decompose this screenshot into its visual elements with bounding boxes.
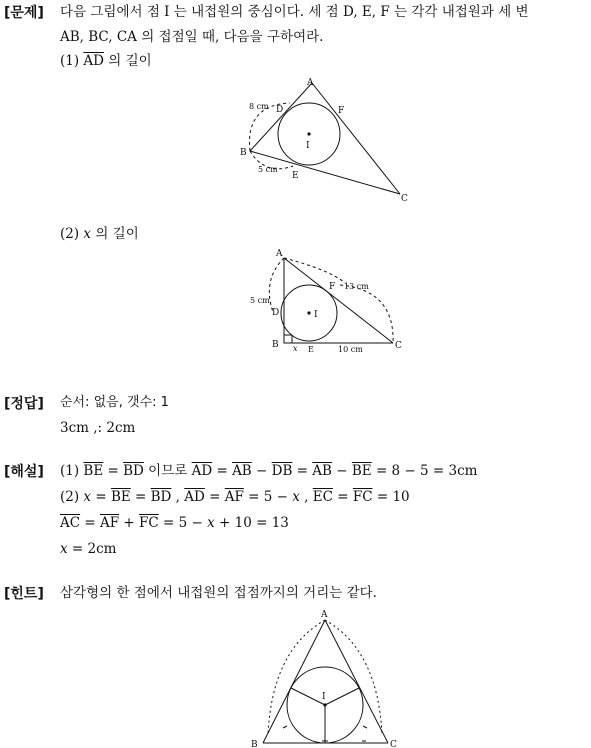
sol1-part: (1): [60, 463, 84, 479]
sol2-part: (2): [60, 489, 84, 505]
fig2-label-e: E: [308, 345, 314, 354]
sol3-seg-fc: $\overline{FC}$: [139, 515, 159, 531]
answer-line-2: 3cm ,: 2cm: [60, 420, 136, 436]
sol2-x: x: [83, 489, 92, 505]
sol2-eq: =: [204, 489, 225, 505]
fig1-label-a: A: [307, 78, 314, 88]
sol2-seg-bd: $\overline{BD}$: [150, 489, 172, 505]
sol1-seg-ad: $\overline{AD}$: [191, 463, 213, 479]
sol1-eq: =: [103, 463, 124, 479]
fig1-label-e: E: [292, 171, 299, 181]
sol3-eq: =: [80, 515, 100, 531]
fig3-label-a: A: [321, 610, 328, 620]
sol1-seg-be: $\overline{BE}$: [83, 463, 104, 479]
sol2-comma: ,: [171, 489, 185, 505]
sol1-seg-bd: $\overline{BD}$: [123, 463, 144, 479]
fig2-len-ab: 5 cm: [250, 296, 270, 305]
q2-variable: x: [83, 226, 92, 242]
answer-line-1: 순서: 없음, 갯수: 1: [60, 395, 169, 410]
fig2-label-b: B: [272, 340, 279, 350]
sol4-x: x: [60, 541, 68, 557]
solution-label: [해설]: [4, 464, 44, 480]
fig2-len-bc: 10 cm: [338, 345, 363, 354]
sol1-eq: =: [212, 463, 233, 479]
sol2-text: = 5 −: [243, 489, 293, 505]
problem-line-1: 다음 그림에서 점 I 는 내접원의 중심이다. 세 점 D, E, F 는 각각 내접원과 세 변: [60, 4, 529, 20]
sol2-result: = 10: [372, 489, 410, 505]
fig2-label-c: C: [395, 341, 402, 351]
q1-prefix: (1): [60, 53, 80, 69]
sol1-seg-be: $\overline{BE}$: [351, 463, 372, 479]
sol1-result: = 8 − 5 = 3cm: [371, 463, 478, 479]
sol3-text: = 5 −: [158, 515, 208, 531]
fig1-label-b: B: [240, 148, 247, 158]
sol1-eq: =: [292, 463, 313, 479]
fig2-label-i: I: [314, 310, 318, 320]
sol1-text: 이므로: [143, 463, 192, 479]
sol2-seg-af: $\overline{AF}$: [224, 489, 244, 505]
sol1-minus: −: [251, 463, 272, 479]
sol1-seg-ab: $\overline{AB}$: [312, 463, 332, 479]
sol2-seg-fc: $\overline{FC}$: [352, 489, 373, 505]
sol2-seg-be: $\overline{BE}$: [110, 489, 131, 505]
fig3-label-i: I: [322, 692, 326, 702]
fig3-radius-3: [325, 688, 359, 705]
fig2-label-x: x: [293, 344, 298, 353]
problem-line-2: AB, BC, CA 의 접점일 때, 다음을 구하여라.: [60, 29, 324, 45]
fig2-label-a: A: [276, 249, 283, 259]
answer-label: [정답]: [4, 396, 44, 412]
fig3-label-b: B: [251, 740, 258, 748]
sol2-x: x: [292, 489, 300, 505]
sol2-eq: =: [332, 489, 353, 505]
sol2-seg-ad: $\overline{AD}$: [184, 489, 205, 505]
sol4-result: = 2cm: [67, 541, 117, 557]
sol2-comma: ,: [299, 489, 313, 505]
sol1-seg-ab: $\overline{AB}$: [232, 463, 252, 479]
fig1-label-i: I: [306, 141, 310, 151]
sol3-plus: +: [119, 515, 140, 531]
q2-suffix: 의 길이: [95, 226, 139, 242]
sol1-minus: −: [331, 463, 352, 479]
fig3-radius-2: [291, 688, 325, 705]
fig1-label-c: C: [401, 194, 408, 204]
sol3-seg-af: $\overline{AF}$: [100, 515, 120, 531]
fig1-label-d: D: [276, 105, 284, 115]
fig2-len-fc: 13 cm: [344, 282, 369, 291]
fig1-len-bd: 8 cm: [249, 102, 269, 111]
fig3-side-ab: [263, 620, 325, 743]
fig2-label-d: D: [272, 308, 280, 318]
sol2-eq: =: [130, 489, 151, 505]
sol2-eq: =: [91, 489, 111, 505]
sol3-seg-ac: $\overline{AC}$: [60, 515, 81, 531]
fig1-label-f: F: [338, 106, 345, 116]
fig3-label-c: C: [390, 740, 397, 748]
fig2-label-f: F: [329, 282, 336, 292]
hint-label: [힌트]: [4, 586, 44, 602]
sol1-seg-db: $\overline{DB}$: [271, 463, 293, 479]
sol3-x: x: [207, 515, 215, 531]
fig1-len-be: 5 cm: [258, 165, 278, 174]
sol3-result: + 10 = 13: [214, 515, 289, 531]
fig3-side-ac: [325, 620, 388, 743]
q1-segment: $\overline{AD}$: [83, 53, 104, 69]
hint-line-1: 삼각형의 한 점에서 내접원의 접점까지의 거리는 같다.: [60, 585, 377, 601]
q1-suffix: 의 길이: [108, 53, 152, 69]
problem-label: [문제]: [4, 5, 44, 21]
q2-prefix: (2): [60, 226, 80, 242]
sol2-seg-ec: $\overline{EC}$: [312, 489, 333, 505]
